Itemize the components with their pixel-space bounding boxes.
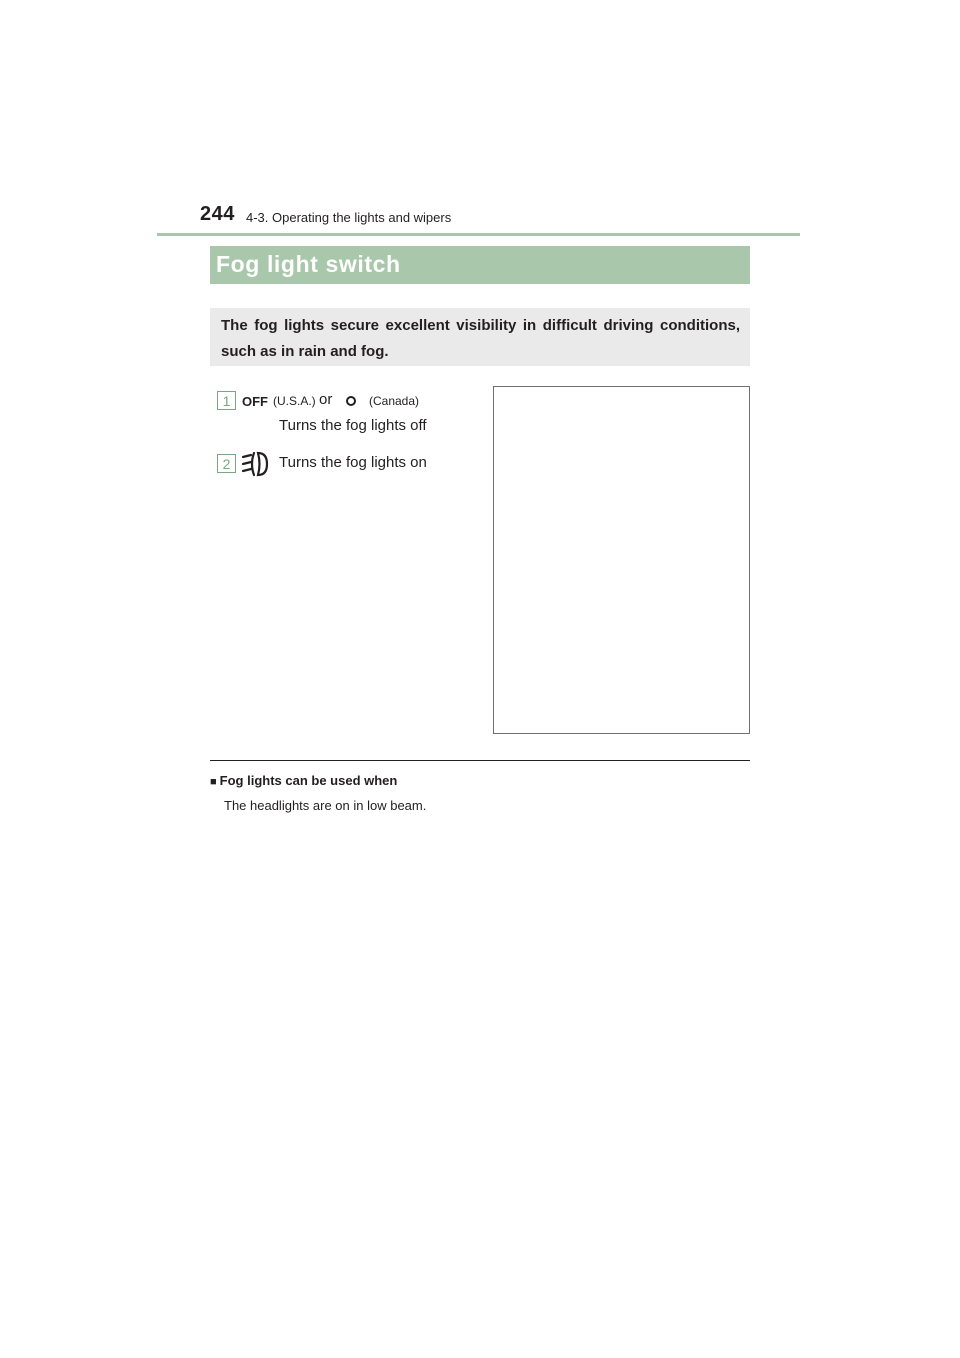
item-description-1: Turns the fog lights off: [279, 417, 427, 434]
note-body: The headlights are on in low beam.: [224, 798, 427, 813]
note-heading-text: Fog lights can be used when: [219, 773, 398, 788]
intro-box: [210, 308, 750, 366]
section-divider: [210, 760, 750, 761]
or-text: or: [319, 391, 333, 408]
item-marker-1: 1: [217, 391, 236, 410]
note-bullet: ■: [210, 776, 217, 788]
running-head: 4-3. Operating the lights and wipers: [246, 210, 452, 225]
zero-circle-icon: [346, 396, 356, 406]
intro-text: The fog lights secure excellent visibility in difficult driving conditions, such as in rain and fog.: [221, 317, 740, 360]
illustration-frame: [493, 386, 750, 734]
item-description-2: Turns the fog lights on: [279, 454, 427, 471]
header-rule: [157, 233, 800, 236]
item-marker-2: 2: [217, 454, 236, 473]
off-label: OFF: [242, 394, 268, 409]
fog-light-icon: [240, 450, 270, 478]
section-title: Fog light switch: [216, 251, 401, 277]
page-number: 244: [200, 203, 235, 225]
section-title-bar: [210, 246, 750, 284]
region-canada: (Canada): [369, 394, 420, 408]
note-heading: [210, 773, 397, 788]
region-usa: (U.S.A.): [273, 394, 316, 408]
